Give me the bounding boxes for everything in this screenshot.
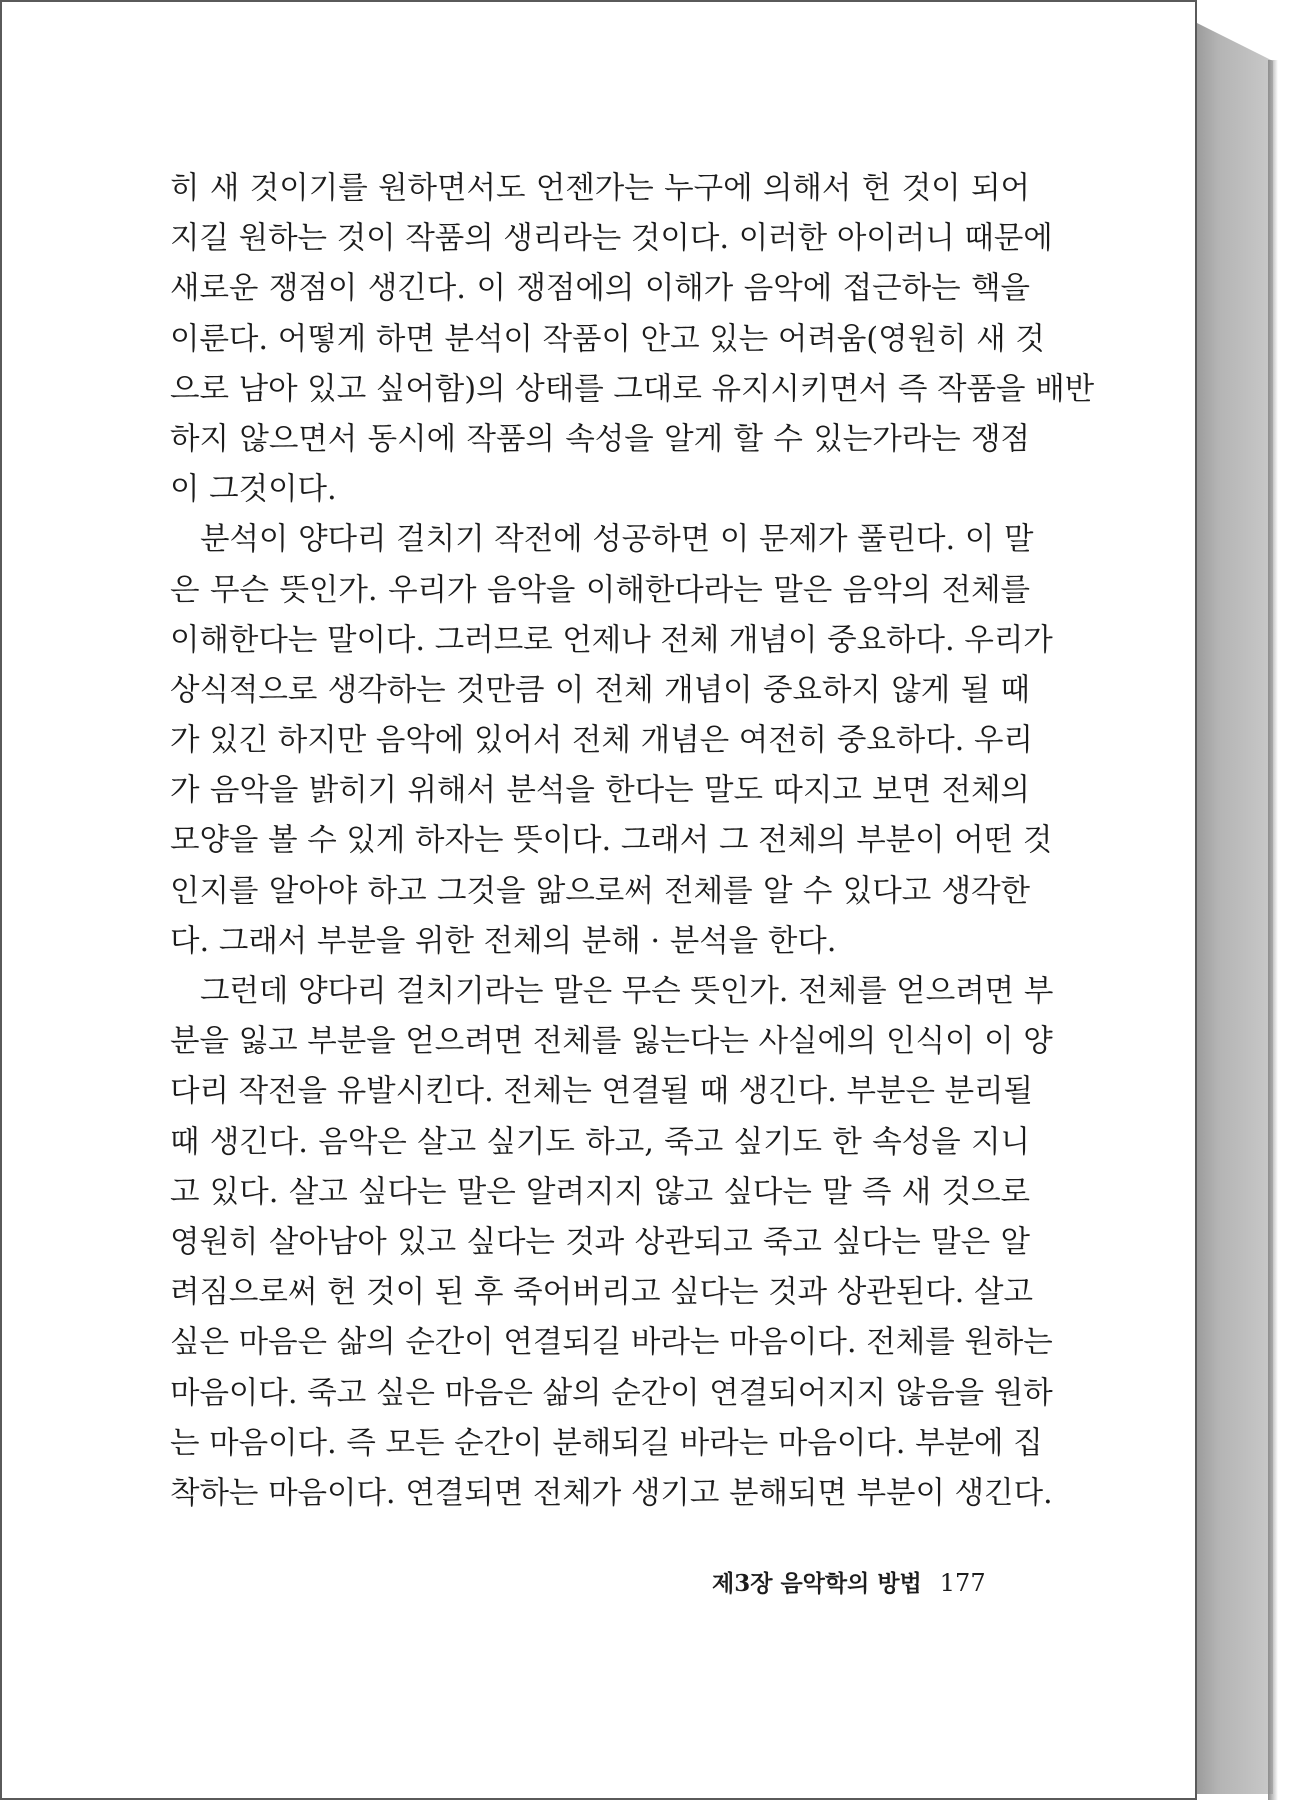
text-line: 지길 원하는 것이 작품의 생리라는 것이다. 이러한 아이러니 때문에 [170, 221, 1053, 257]
text-line: 싶은 마음은 삶의 순간이 연결되길 바라는 마음이다. 전체를 원하는 [170, 1325, 1053, 1361]
text-line: 새로운 쟁점이 생긴다. 이 쟁점에의 이해가 음악에 접근하는 핵을 [170, 271, 1030, 307]
text-line: 착하는 마음이다. 연결되면 전체가 생기고 분해되면 부분이 생긴다. [170, 1475, 1053, 1511]
text-line: 분을 잃고 부분을 얻으려면 전체를 잃는다는 사실에의 인식이 이 양 [170, 1024, 1053, 1060]
text-line: 가 음악을 밝히기 위해서 분석을 한다는 말도 따지고 보면 전체의 [170, 773, 1030, 809]
text-line: 인지를 알아야 하고 그것을 앎으로써 전체를 알 수 있다고 생각한 [170, 873, 1030, 909]
text-line: 다. 그래서 부분을 위한 전체의 분해 · 분석을 한다. [170, 923, 837, 959]
text-line: 영원히 살아남아 있고 싶다는 것과 상관되고 죽고 싶다는 말은 알 [170, 1224, 1030, 1260]
text-line: 분석이 양다리 걸치기 작전에 성공하면 이 문제가 풀린다. 이 말 [200, 522, 1034, 558]
text-line: 이룬다. 어떻게 하면 분석이 작품이 안고 있는 어려움(영원히 새 것 [170, 321, 1045, 357]
text-line: 는 마음이다. 즉 모든 순간이 분해되길 바라는 마음이다. 부분에 집 [170, 1425, 1043, 1461]
text-line: 이 그것이다. [170, 472, 337, 508]
text-line: 모양을 볼 수 있게 하자는 뜻이다. 그래서 그 전체의 부분이 어떤 것 [170, 823, 1053, 859]
running-footer [712, 1565, 986, 1605]
text-line: 상식적으로 생각하는 것만큼 이 전체 개념이 중요하지 않게 될 때 [170, 672, 1030, 708]
text-line: 이해한다는 말이다. 그러므로 언제나 전체 개념이 중요하다. 우리가 [170, 622, 1053, 658]
body-text [170, 164, 1095, 1519]
page-shadow [1268, 60, 1278, 1800]
text-line: 마음이다. 죽고 싶은 마음은 삶의 순간이 연결되어지지 않음을 원하 [170, 1375, 1053, 1411]
page-number: 177 [939, 1569, 986, 1597]
text-line: 고 있다. 살고 싶다는 말은 알려지지 않고 싶다는 말 즉 새 것으로 [170, 1174, 1030, 1210]
text-line: 은 무슨 뜻인가. 우리가 음악을 이해한다라는 말은 음악의 전체를 [170, 572, 1030, 608]
text-line: 다리 작전을 유발시킨다. 전체는 연결될 때 생긴다. 부분은 분리될 [170, 1074, 1033, 1110]
page-stack-edge [1195, 22, 1273, 1794]
text-line: 려짐으로써 헌 것이 된 후 죽어버리고 싶다는 것과 상관된다. 살고 [170, 1275, 1033, 1311]
text-line: 히 새 것이기를 원하면서도 언젠가는 누구에 의해서 헌 것이 되어 [170, 171, 1030, 206]
text-line: 가 있긴 하지만 음악에 있어서 전체 개념은 여전히 중요하다. 우리 [170, 723, 1033, 759]
text-line: 으로 남아 있고 싶어함)의 상태를 그대로 유지시키면서 즉 작품을 배반 [170, 371, 1095, 407]
text-line: 때 생긴다. 음악은 살고 싶기도 하고, 죽고 싶기도 한 속성을 지니 [170, 1124, 1030, 1160]
text-line: 그런데 양다리 걸치기라는 말은 무슨 뜻인가. 전체를 얻으려면 부 [200, 974, 1054, 1009]
text-line: 하지 않으면서 동시에 작품의 속성을 알게 할 수 있는가라는 쟁점 [170, 421, 1030, 457]
chapter-title: 제3장 음악학의 방법 [712, 1570, 922, 1597]
